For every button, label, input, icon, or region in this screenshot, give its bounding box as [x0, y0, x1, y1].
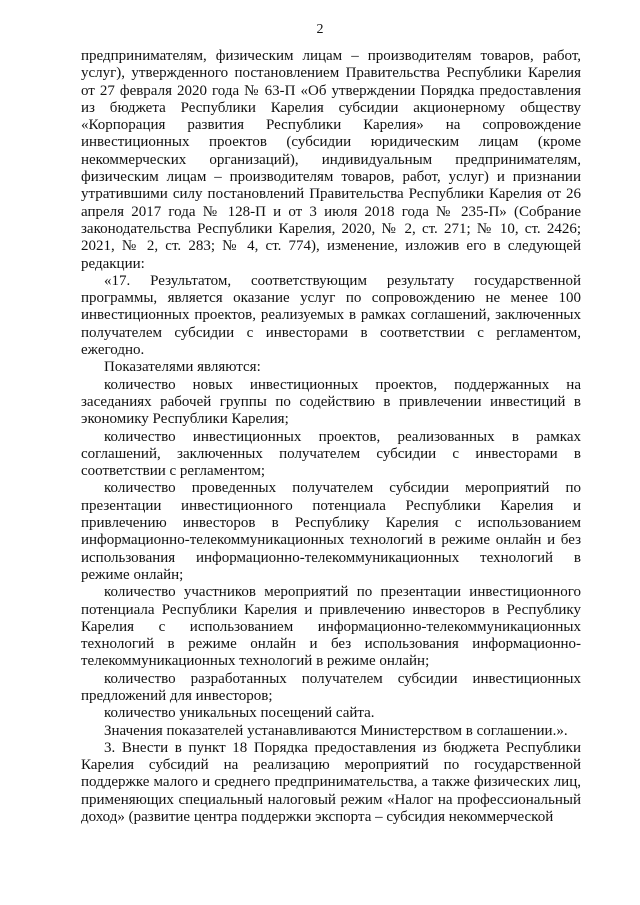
- paragraph-item-17: «17. Результатом, соответствующим результату государственной программы, является оказание услуг по сопровождению не менее 100 инвестиционных проектов, реализуемых в рамках соглашений, заключенных получателем субсидии с инвесторами в соответствии с регламентом, ежегодно.: [81, 272, 581, 359]
- paragraph-indicator: количество проведенных получателем субсидии мероприятий по презентации инвестиционного потенциала Республики Карелия и привлечению инвесторов в Республику Карелия с использованием информационно-телекоммуникационных технологий в режиме онлайн и без использования информационно-телекоммуникационных технологий в режиме онлайн;: [81, 480, 581, 583]
- document-body: [81, 48, 581, 826]
- page-number: 2: [316, 22, 324, 37]
- paragraph-indicator: количество участников мероприятий по презентации инвестиционного потенциала Республики Карелия и привлечению инвесторов в Республику Карелия с использованием информационно-телекоммуникационных технологий в режиме онлайн и без использования информационно-телекоммуникационных технологий в режиме онлайн;: [81, 584, 581, 670]
- paragraph-indicator: количество инвестиционных проектов, реализованных в рамках соглашений, заключенных получателем субсидии с инвесторами в соответствии с регламентом;: [81, 428, 581, 480]
- paragraph-indicator-values: Значения показателей устанавливаются Министерством в соглашении.».: [104, 722, 568, 739]
- paragraph-indicator: количество уникальных посещений сайта.: [104, 705, 375, 722]
- paragraph-indicator: количество разработанных получателем субсидии инвестиционных предложений для инвесторов;: [81, 670, 581, 704]
- paragraph-indicator: количество новых инвестиционных проектов, поддержанных на заседаниях рабочей группы по содействию в привлечении инвестиций в экономику Республики Карелия;: [81, 376, 581, 428]
- paragraph-item-3: 3. Внести в пункт 18 Порядка предоставления из бюджета Республики Карелия субсидий на реализацию мероприятий по государственной поддержке малого и среднего предпринимательства, а также физических лиц, применяющих специальный налоговый режим «Налог на профессиональный доход» (развитие центра поддержки экспорта – субсидия некоммерческой: [81, 739, 581, 826]
- paragraph-indicators-heading: Показателями являются:: [104, 359, 261, 376]
- paragraph-continuation: предпринимателям, физическим лицам – производителям товаров, работ, услуг), утвержденного постановлением Правительства Республики Карелия от 27 февраля 2020 года № 63-П «Об утверждении Порядка предоставления из бюджета Республики Карелия субсидии акционерному обществу «Корпорация развития Республики Карелия» на сопровождение инвестиционных проектов (субсидии юридическим лицам (кроме некоммерческих организаций), индивидуальным предпринимателям, физическим лицам – производителям товаров, работ, услуг) и признании утратившими силу постановлений Правительства Республики Карелия от 26 апреля 2017 года № 128-П и от 3 июля 2018 года № 235-П» (Собрание законодательства Республики Карелия, 2020, № 2, ст. 271; № 10, ст. 2426; 2021, № 2, ст. 283; № 4, ст. 774), изменение, изложив его в следующей редакции:: [81, 48, 581, 272]
